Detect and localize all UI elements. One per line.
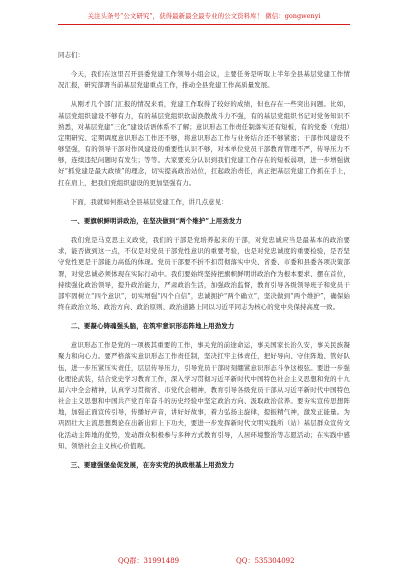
section-body-1: 我们党是马克思主义政党，我们的干部是党培养起来的干部，对党忠诚应当是最基本的政治要求，能否做到这一点，不仅是对党员干部党性意识的重要考验，也是对党忠诚度的重要检验，是否坚守党性更是干部能力高低的体现。党员干部要不折不扣贯彻落实中央、省委、市委和县委各项决策部署，对党忠诚必须体现在实际行动中。我们要始终坚持把旗帜鲜明讲政治作为根本要求、摆在首位，持续强化政治领导，提升政治能力，严肃政治生活，加强政治监督，教育引导各级领导班子和党员干部牢固树立“四个意识”，切实增强“四个自信”，忠诚拥护“两个确立”，坚决做到“两个维护”，确保始终在政治立场、政治方向、政治原则、政治道路上同以习近平同志为核心的党中央保持高度一致。 bbox=[58, 236, 350, 311]
section-heading-3: 三、要建强堡垒促发展，在夯实党的执政根基上用劲发力 bbox=[70, 460, 235, 469]
greeting: 同志们： bbox=[58, 51, 85, 59]
banner-divider bbox=[58, 24, 350, 25]
paragraph-intro: 今天，我们在这里召开县委党建工作领导小组会议，主要任务是听取上半年全县基层党建工作情况汇报，研究部署当前基层党建重点工作，推动全县党建工作高质量发展。 bbox=[58, 70, 350, 90]
document-body bbox=[58, 50, 350, 471]
footer-qq-number: QQ：535304092 bbox=[236, 557, 295, 565]
paragraph-transition: 下面，我就如何推动全县基层党建工作，讲几点意见： bbox=[70, 197, 228, 206]
section-heading-1: 一、要旗帜鲜明讲政治，在坚决做到“两个维护”上用劲发力 bbox=[70, 216, 242, 225]
footer-qq-group: QQ群：31991489 bbox=[118, 557, 180, 565]
section-body-2: 意识形态工作是党的一项极其重要的工作，事关党的前途命运，事关国家长治久安，事关民族凝聚力和向心力。要严格落实意识形态工作责任制，坚决扛牢主体责任，把好导向、守住阵地、管好队伍，进一步压紧压实责任，层层传导压力，引导党员干部时刻绷紧意识形态斗争这根弦。要进一步强化理论武装，结合党史学习教育工作，深入学习贯彻习近平新时代中国特色社会主义思想和党的十九届六中全会精神，认真学习贯彻省、市党代会精神，教育引导各级党员干部从习近平新时代中国特色社会主义思想和中国共产党百年奋斗的历史经验中坚定政治方向、汲取政治营养。要夯实宣传思想阵地，加强正面宣传引导，传播好声音，讲好好故事，着力弘扬主旋律，提振精气神，激发正能量。为巩固壮大主流思想舆论在出新出彩上下功夫，要进一步发挥新时代文明实践所（站）基层群众宣传文化活动主阵地的优势，发动群众积极参与多种方式教育引导，人居环境整治等志愿活动；在实践中感知、领悟社会主义核心价值观。 bbox=[58, 341, 350, 450]
paragraph-problems: 从刚才几个部门汇报的情况来看，党建工作取得了较好的成绩，但也存在一些突出问题。比如，基层党组织建设不够有力，有的基层党组织软弱涣散战斗力不强，有的基层党组织书记对党务知识不熟悉，对基层党建“三化”建设话语体系不了解；意识形态工作责任制落实还有短板，有的党委（党组）定期研究、定期调度意识形态工作还不够，将意识形态工作与业务结合还不够紧密；干部作风建设不够坚强，有的领导干部对作风建设的重要性认识不够，对本单位党员干部教育管理不严，传导压力不够，连续违纪问题时有发生；等等。大家要充分认识到我们党建工作存在的短板弱项，进一步增强做好“抓党建是最大政绩”的理念，切实提高政治站位，扛起政治责任，真正把基层党建工作抓在手上，扛在肩上，把我们党组织建设的更加坚强有力。 bbox=[58, 100, 350, 187]
section-heading-2: 二、要凝心铸魂强头脑，在筑牢意识形态阵地上用劲发力 bbox=[70, 322, 235, 331]
footer bbox=[0, 555, 408, 567]
top-banner: 关注头条号“公文研究”，获得最新最全最专业的公文资料库！ 微信：gongwenyi bbox=[87, 12, 321, 20]
